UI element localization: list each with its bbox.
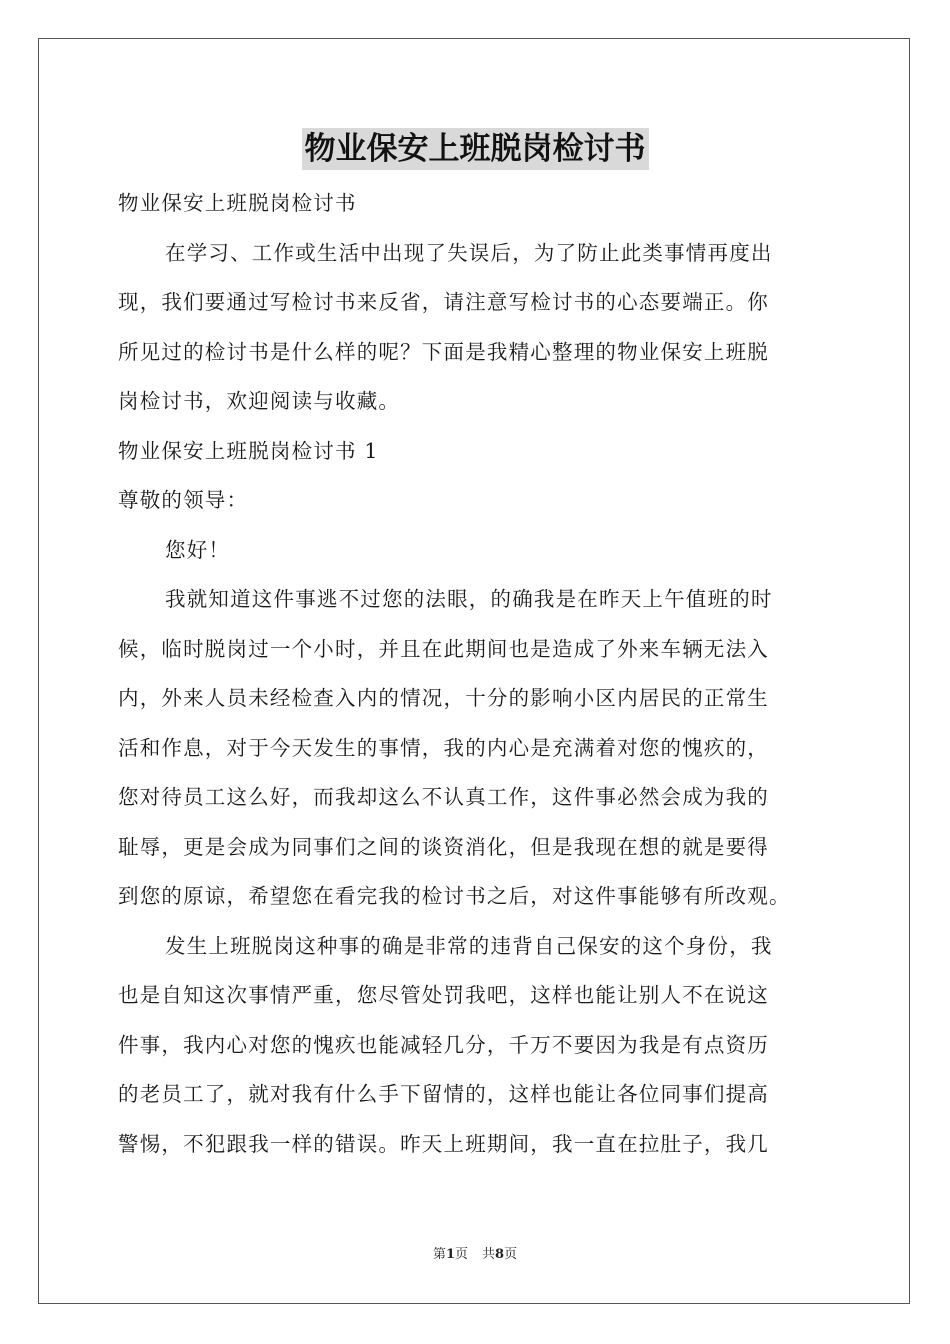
document-title: 物业保安上班脱岗检讨书 xyxy=(302,128,649,170)
text-line: 警惕，不犯跟我一样的错误。昨天上班期间，我一直在拉肚子，我几 xyxy=(118,1131,769,1156)
footer-page-unit: 页 xyxy=(454,1247,468,1262)
text-line: 件事，我内心对您的愧疚也能减轻几分，千万不要因为我是有点资历 xyxy=(118,1032,769,1057)
text-line: 我就知道这件事逃不过您的法眼，的确我是在昨天上午值班的时 xyxy=(165,587,773,611)
footer-page-total: 8 xyxy=(495,1247,505,1262)
text-line: 物业保安上班脱岗检讨书 xyxy=(118,191,357,215)
text-line: 到您的原谅，希望您在看完我的检讨书之后，对这件事能够有所改观。 xyxy=(118,884,791,908)
document-body xyxy=(118,179,834,1169)
text-line: 岗检讨书，欢迎阅读与收藏。 xyxy=(118,389,401,413)
text-line: 物业保安上班脱岗检讨书 1 xyxy=(118,438,379,463)
text-line: 您对待员工这么好，而我却这么不认真工作，这件事必然会成为我的 xyxy=(118,785,769,809)
footer-page-prefix: 第 xyxy=(432,1247,446,1262)
text-line: 发生上班脱岗这种事的确是非常的违背自己保安的这个身份，我 xyxy=(165,933,773,958)
text-line: 所见过的检讨书是什么样的呢？下面是我精心整理的物业保安上班脱 xyxy=(118,339,769,364)
text-line: 活和作息，对于今天发生的事情，我的内心是充满着对您的愧疚的， xyxy=(118,735,769,760)
text-line: 耻辱，更是会成为同事们之间的谈资消化，但是我现在想的就是要得 xyxy=(118,834,769,859)
text-line: 在学习、工作或生活中出现了失误后，为了防止此类事情再度出 xyxy=(165,240,773,265)
text-line: 的老员工了，就对我有什么手下留情的，这样也能让各位同事们提高 xyxy=(118,1082,769,1106)
title-container xyxy=(0,128,950,170)
page-footer xyxy=(0,1246,950,1264)
text-line: 候，临时脱岗过一个小时，并且在此期间也是造成了外来车辆无法入 xyxy=(118,636,769,661)
footer-total-prefix: 共 xyxy=(482,1247,496,1262)
text-line: 尊敬的领导： xyxy=(118,488,249,512)
text-line: 内，外来人员未经检查入内的情况，十分的影响小区内居民的正常生 xyxy=(118,686,769,710)
footer-page-current: 1 xyxy=(445,1247,455,1262)
text-line: 现，我们要通过写检讨书来反省，请注意写检讨书的心态要端正。你 xyxy=(118,290,769,314)
text-line: 您好！ xyxy=(165,537,231,562)
footer-total-unit: 页 xyxy=(504,1247,518,1262)
text-line: 也是自知这次事情严重，您尽管处罚我吧，这样也能让别人不在说这 xyxy=(118,983,769,1007)
